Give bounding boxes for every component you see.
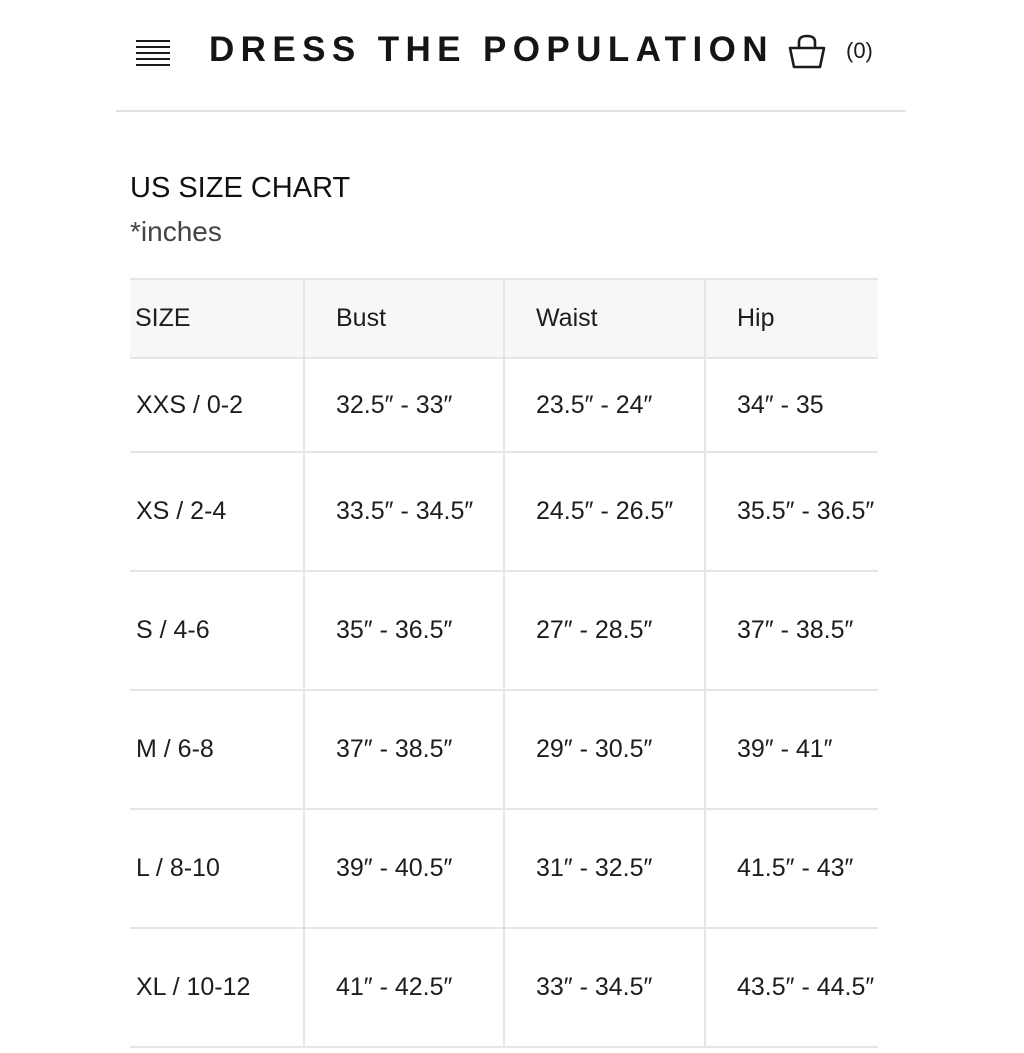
- size-chart-title: US SIZE CHART: [130, 172, 351, 204]
- brand-logo[interactable]: DRESS THE POPULATION: [209, 30, 774, 69]
- table-header-row: [130, 279, 878, 358]
- hip-cell: 34″ - 35: [705, 358, 878, 452]
- size-chart-unit-note: *inches: [130, 216, 222, 247]
- bust-cell: 35″ - 36.5″: [304, 571, 504, 690]
- hip-cell: 39″ - 41″: [705, 690, 878, 809]
- bust-cell: 39″ - 40.5″: [304, 809, 504, 928]
- size-cell: M / 6-8: [130, 690, 304, 809]
- waist-cell: 24.5″ - 26.5″: [504, 452, 705, 571]
- hip-cell: 37″ - 38.5″: [705, 571, 878, 690]
- bust-cell: 37″ - 38.5″: [304, 690, 504, 809]
- waist-cell: 27″ - 28.5″: [504, 571, 705, 690]
- waist-cell: 29″ - 30.5″: [504, 690, 705, 809]
- size-cell: L / 8-10: [130, 809, 304, 928]
- hip-cell: 35.5″ - 36.5″: [705, 452, 878, 571]
- table-row: [130, 809, 878, 928]
- hamburger-menu-icon[interactable]: [136, 38, 170, 68]
- size-cell: XS / 2-4: [130, 452, 304, 571]
- column-header-bust: Bust: [304, 279, 504, 358]
- hip-cell: 43.5″ - 44.5″: [705, 928, 878, 1047]
- column-header-hip: Hip: [705, 279, 878, 358]
- header-divider: [116, 110, 906, 112]
- cart-count[interactable]: (0): [846, 38, 873, 63]
- site-header: [0, 0, 1024, 112]
- bust-cell: 33.5″ - 34.5″: [304, 452, 504, 571]
- bust-cell: 32.5″ - 33″: [304, 358, 504, 452]
- size-cell: XXS / 0-2: [130, 358, 304, 452]
- size-chart-table: [130, 278, 878, 1048]
- size-cell: XL / 10-12: [130, 928, 304, 1047]
- column-header-waist: Waist: [504, 279, 705, 358]
- table-row: [130, 571, 878, 690]
- hip-cell: 41.5″ - 43″: [705, 809, 878, 928]
- waist-cell: 33″ - 34.5″: [504, 928, 705, 1047]
- bust-cell: 41″ - 42.5″: [304, 928, 504, 1047]
- table-row: [130, 358, 878, 452]
- column-header-size: SIZE: [130, 279, 304, 358]
- table-row: [130, 928, 878, 1047]
- shopping-bag-icon[interactable]: [788, 34, 826, 70]
- table-row: [130, 452, 878, 571]
- table-row: [130, 690, 878, 809]
- waist-cell: 23.5″ - 24″: [504, 358, 705, 452]
- waist-cell: 31″ - 32.5″: [504, 809, 705, 928]
- size-cell: S / 4-6: [130, 571, 304, 690]
